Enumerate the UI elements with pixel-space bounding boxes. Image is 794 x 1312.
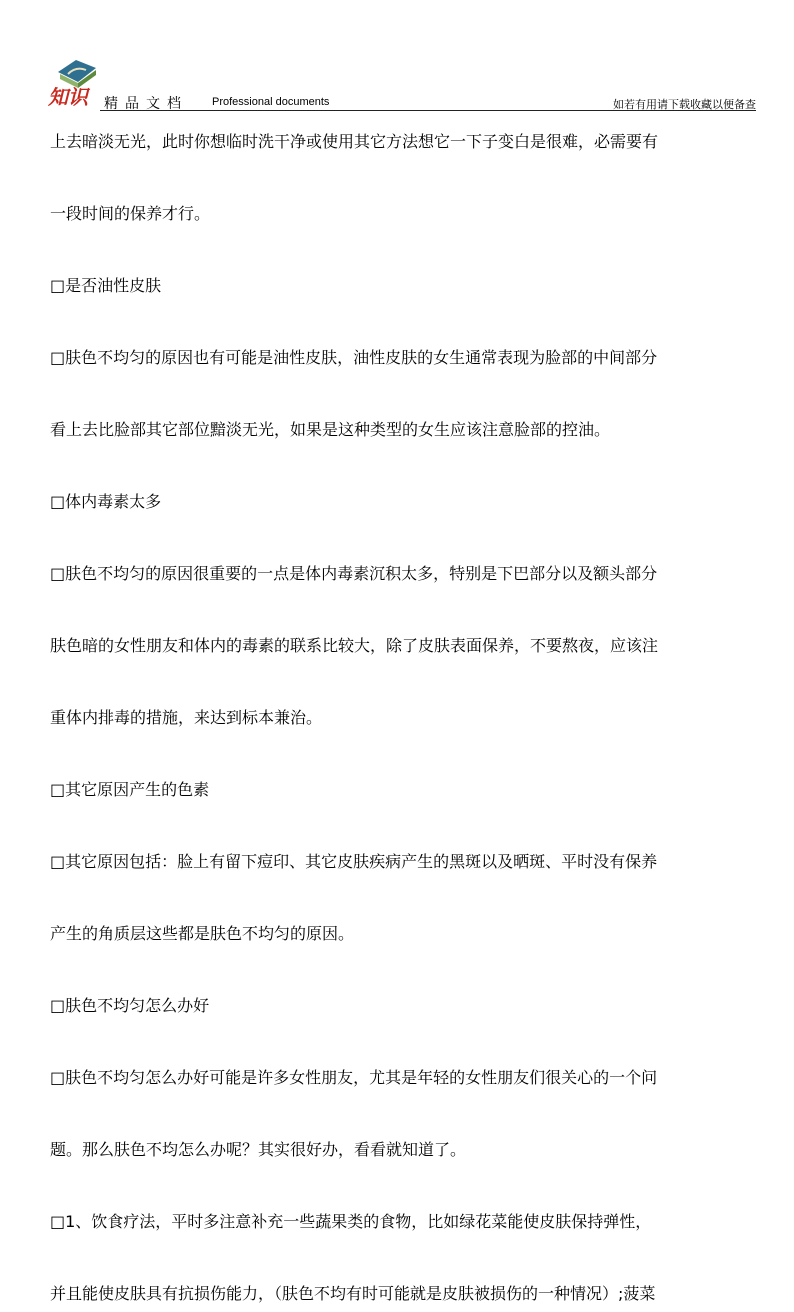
text-line: 产生的角质层这些都是肤色不均匀的原因。 [50,924,355,943]
header-subtitle: Professional documents [212,96,330,108]
book-logo-icon [46,52,102,108]
text-line: □1、饮食疗法，平时多注意补充一些蔬果类的食物，比如绿花菜能使皮肤保持弹性， [50,1212,652,1231]
header-divider [100,110,756,111]
text-line: 看上去比脸部其它部位黯淡无光，如果是这种类型的女生应该注意脸部的控油。 [50,420,611,439]
section-heading: □是否油性皮肤 [50,276,162,295]
text-line: 并且能使皮肤具有抗损伤能力，（肤色不均有时可能就是皮肤被损伤的一种情况）;菠菜 [50,1284,656,1303]
section-heading: □体内毒素太多 [50,492,162,511]
text-line: □肤色不均匀怎么办好可能是许多女性朋友，尤其是年轻的女性朋友们很关心的一个问 [50,1068,658,1087]
text-line: □其它原因包括：脸上有留下痘印、其它皮肤疾病产生的黑斑以及晒斑、平时没有保养 [50,852,658,871]
document-body [50,124,762,1312]
section-heading: □其它原因产生的色素 [50,780,210,799]
header-title: 精品文档 [104,96,188,112]
svg-text:知识: 知识 [48,85,88,108]
header-note: 如若有用请下载收藏以便备查 [613,98,756,111]
text-line: □肤色不均匀的原因很重要的一点是体内毒素沉积太多，特别是下巴部分以及额头部分 [50,564,658,583]
text-line: □肤色不均匀的原因也有可能是油性皮肤，油性皮肤的女生通常表现为脸部的中间部分 [50,348,658,367]
text-line: 上去暗淡无光，此时你想临时洗干净或使用其它方法想它一下子变白是很难，必需要有 [50,132,659,151]
text-line: 一段时间的保养才行。 [50,204,211,223]
section-heading: □肤色不均匀怎么办好 [50,996,210,1015]
text-line: 重体内排毒的措施，来达到标本兼治。 [50,708,323,727]
text-line: 肤色暗的女性朋友和体内的毒素的联系比较大，除了皮肤表面保养，不要熬夜，应该注 [50,636,659,655]
page-header [0,0,794,112]
text-line: 题。那么肤色不均怎么办呢？其实很好办，看看就知道了。 [50,1140,467,1159]
